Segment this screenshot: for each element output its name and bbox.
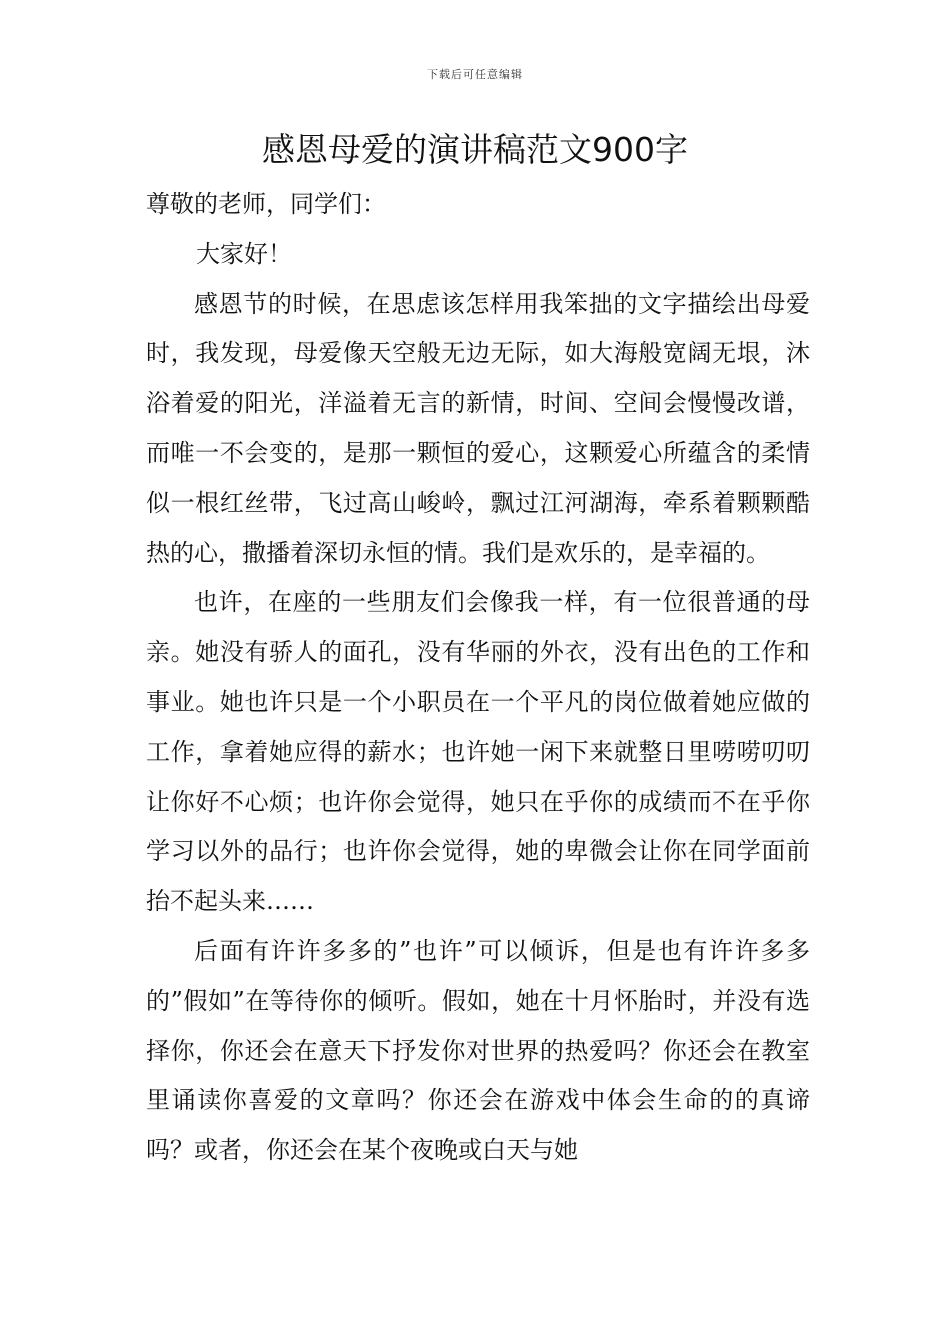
document-title: 感恩母爱的演讲稿范文900字	[262, 130, 688, 169]
paragraph-2: 也许，在座的一些朋友们会像我一样，有一位很普通的母亲。她没有骄人的面孔，没有华丽的外衣，没有出色的工作和事业。她也许只是一个小职员在一个平凡的岗位做着她应做的工作，拿着她应得的薪水；也许她一闲下来就整日里唠唠叨叨让你好不心烦；也许你会觉得，她只在乎你的成绩而不在乎你学习以外的品行；也许你会觉得，她的卑微会让你在同学面前抬不起头来……	[146, 588, 810, 916]
paragraph-3: 后面有许许多多的”也许”可以倾诉，但是也有许许多多的”假如”在等待你的倾听。假如，她在十月怀胎时，并没有选择你，你还会在意天下抒发你对世界的热爱吗？你还会在教室里诵读你喜爱的文章吗？你还会在游戏中体会生命的的真谛吗？或者，你还会在某个夜晚或白天与她	[146, 936, 810, 1165]
salutation: 尊敬的老师，同学们：	[146, 190, 386, 218]
paragraph-1: 感恩节的时候，在思虑该怎样用我笨拙的文字描绘出母爱时，我发现，母爱像天空般无边无际，如大海般宽阔无垠，沐浴着爱的阳光，洋溢着无言的新情，时间、空间会慢慢改谱，而唯一不会变的，是那一颗恒的爱心，这颗爱心所蕴含的柔情似一根红丝带，飞过高山峻岭，飘过江河湖海，牵系着颗颗酷热的心，撒播着深切永恒的情。我们是欢乐的，是幸福的。	[146, 289, 810, 567]
header-note: 下载后可任意编辑	[427, 68, 523, 81]
document-body	[146, 180, 810, 1176]
greeting: 大家好！	[196, 239, 292, 268]
